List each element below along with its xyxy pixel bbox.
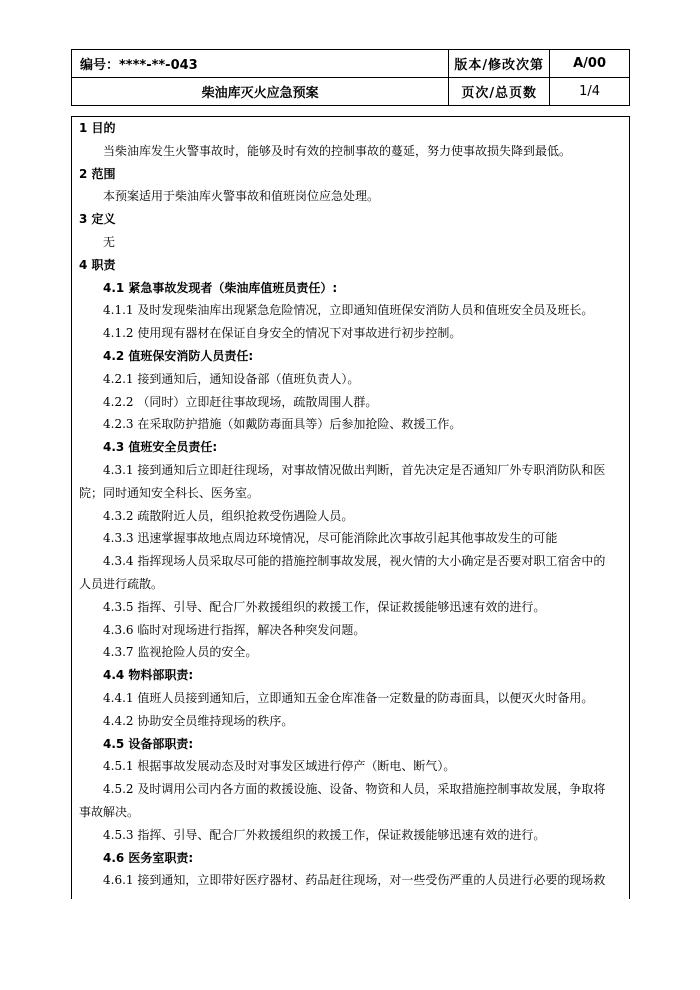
item-4-2-1: 4.2.1 接到通知后，通知设备部（值班负责人）。 <box>103 371 360 386</box>
item-4-1-1: 4.1.1 及时发现柴油库出现紧急危险情况，立即通知值班保安消防人员和值班安全员及班长。 <box>103 303 594 318</box>
page-label: 页次/总页数 <box>449 78 550 106</box>
document-header-table <box>71 49 630 106</box>
section-3-text: 无 <box>103 234 116 249</box>
item-4-4-1: 4.4.1 值班人员接到通知后，立即通知五金仓库准备一定数量的防毒面具，以便灭火时备用。 <box>103 690 594 705</box>
item-4-1-2: 4.1.2 使用现有器材在保证自身安全的情况下对事故进行初步控制。 <box>103 326 462 341</box>
item-4-5-3: 4.5.3 指挥、引导、配合厂外救援组织的救援工作，保证救援能够迅速有效的进行。 <box>103 827 546 842</box>
document-title: 柴油库灭火应急预案 <box>72 78 449 106</box>
document-code: 编号：****-**-043 <box>72 50 449 78</box>
section-4-4-title: 4.4 物料部职责: <box>103 668 194 683</box>
section-4-title: 4 职责 <box>79 257 116 272</box>
section-1-title: 1 目的 <box>79 121 116 135</box>
version-label: 版本/修改次第 <box>449 50 550 78</box>
section-2-text: 本预案适用于柴油库火警事故和值班岗位应急处理。 <box>103 189 380 204</box>
item-4-3-1-line1: 4.3.1 接到通知后立即赶往现场，对事故情况做出判断，首先决定是否通知厂外专职消防队和医 <box>103 462 606 477</box>
item-4-5-2-line1: 4.5.2 及时调用公司内各方面的救援设施、设备、物资和人员，采取措施控制事故发展，争取将 <box>103 782 606 797</box>
item-4-5-1: 4.5.1 根据事故发展动态及时对事发区域进行停产（断电、断气）。 <box>103 759 456 774</box>
item-4-2-3: 4.2.3 在采取防护措施（如戴防毒面具等）后参加抢险、救援工作。 <box>103 417 462 432</box>
section-2-title: 2 范围 <box>79 166 116 181</box>
document-body <box>79 117 625 892</box>
item-4-3-3: 4.3.3 迅速掌握事故地点周边环境情况，尽可能消除此次事故引起其他事故发生的可能 <box>103 531 558 546</box>
section-4-1-title: 4.1 紧急事故发现者（柴油库值班员责任）: <box>103 280 338 295</box>
item-4-3-5: 4.3.5 指挥、引导、配合厂外救援组织的救援工作，保证救援能够迅速有效的进行。 <box>103 599 546 614</box>
section-3-title: 3 定义 <box>79 212 116 227</box>
page-value: 1/4 <box>550 78 630 106</box>
section-4-2-title: 4.2 值班保安消防人员责任: <box>103 348 254 363</box>
item-4-3-1-line2: 院；同时通知安全科长、医务室。 <box>79 485 260 500</box>
section-4-3-title: 4.3 值班安全员责任: <box>103 440 218 455</box>
item-4-3-4-line1: 4.3.4 指挥现场人员采取尽可能的措施控制事故发展，视火情的大小确定是否要对职工宿舍中的 <box>103 554 606 569</box>
item-4-3-4-line2: 人员进行疏散。 <box>79 576 164 591</box>
item-4-2-2: 4.2.2 （同时）立即赶往事故现场，疏散周围人群。 <box>103 394 378 409</box>
section-4-6-title: 4.6 医务室职责: <box>103 850 194 865</box>
section-4-5-title: 4.5 设备部职责: <box>103 736 194 751</box>
item-4-3-6: 4.3.6 临时对现场进行指挥，解决各种突发问题。 <box>103 622 366 637</box>
item-4-3-2: 4.3.2 疏散附近人员，组织抢救受伤遇险人员。 <box>103 508 354 523</box>
item-4-6-1: 4.6.1 接到通知，立即带好医疗器材、药品赶往现场，对一些受伤严重的人员进行必要的现场救 <box>103 873 606 888</box>
item-4-5-2-line2: 事故解决。 <box>79 804 140 819</box>
item-4-3-7: 4.3.7 监视抢险人员的安全。 <box>103 645 258 660</box>
item-4-4-2: 4.4.2 协助安全员维持现场的秩序。 <box>103 713 294 728</box>
version-value: A/00 <box>550 50 630 78</box>
section-1-text: 当柴油库发生火警事故时，能够及时有效的控制事故的蔓延，努力使事故损失降到最低。 <box>103 143 572 158</box>
